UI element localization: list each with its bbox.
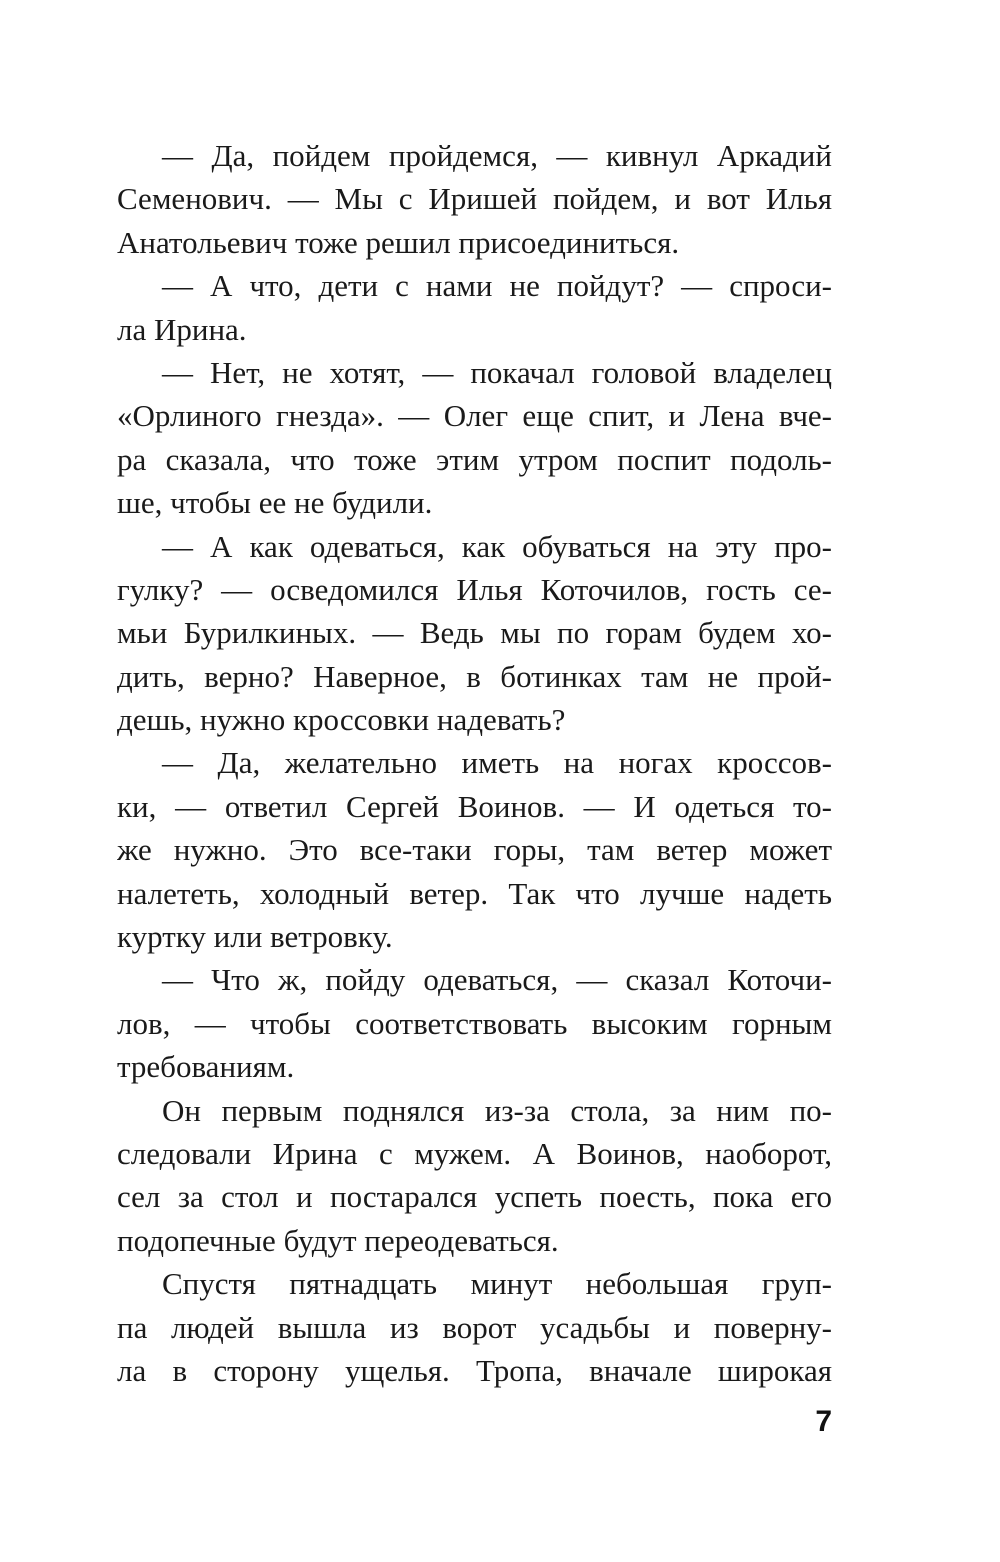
- text-line: ше, чтобы ее не будили.: [117, 485, 433, 521]
- text-line: Он первым поднялся из-за стола, за ним по-: [162, 1092, 832, 1128]
- text-line: ла в сторону ущелья. Тропа, вначале широкая: [117, 1352, 832, 1388]
- text-line: дить, верно? Наверное, в ботинках там не прой-: [117, 658, 832, 694]
- text-line: сел за стол и постарался успеть поесть, пока его: [117, 1179, 832, 1215]
- text-line: куртку или ветровку.: [117, 919, 393, 955]
- text-line: ки, — ответил Сергей Воинов. — И одеться то-: [117, 788, 832, 824]
- text-line: «Орлиного гнезда». — Олег еще спит, и Лена вче-: [117, 398, 832, 434]
- text-line: дешь, нужно кроссовки надевать?: [117, 702, 566, 738]
- text-line: — Да, пойдем пройдемся, — кивнул Аркадий: [162, 138, 832, 173]
- text-line: лов, — чтобы соответствовать высоким горным: [117, 1005, 832, 1041]
- text-line: налететь, холодный ветер. Так что лучше надеть: [117, 875, 832, 911]
- text-line: — Да, желательно иметь на ногах кроссов-: [162, 745, 832, 781]
- text-line: Анатольевич тоже решил присоединиться.: [117, 224, 680, 260]
- text-line: — А как одеваться, как обуваться на эту про-: [162, 528, 832, 564]
- text-line: ла Ирина.: [117, 311, 247, 347]
- text-line: — А что, дети с нами не пойдут? — спроси-: [162, 268, 832, 304]
- text-line: следовали Ирина с мужем. А Воинов, наоборот,: [117, 1135, 832, 1171]
- text-line: Спустя пятнадцать минут небольшая груп-: [162, 1266, 832, 1302]
- text-line: же нужно. Это все-таки горы, там ветер может: [117, 832, 832, 868]
- text-line: гулку? — осведомился Илья Коточилов, гость се-: [117, 571, 832, 607]
- body-text: [117, 134, 832, 1392]
- text-line: — Нет, не хотят, — покачал головой владелец: [162, 354, 832, 390]
- text-line: мьи Бурилкиных. — Ведь мы по горам будем хо-: [117, 615, 832, 651]
- page-number: 7: [815, 1405, 832, 1438]
- text-line: подопечные будут переодеваться.: [117, 1222, 559, 1258]
- text-line: па людей вышла из ворот усадьбы и поверну-: [117, 1309, 832, 1345]
- text-line: требованиям.: [117, 1049, 295, 1085]
- text-line: ра сказала, что тоже этим утром поспит подоль-: [117, 441, 832, 477]
- text-line: — Что ж, пойду одеваться, — сказал Коточи-: [162, 962, 832, 998]
- text-line: Семенович. — Мы с Иришей пойдем, и вот Илья: [117, 181, 832, 217]
